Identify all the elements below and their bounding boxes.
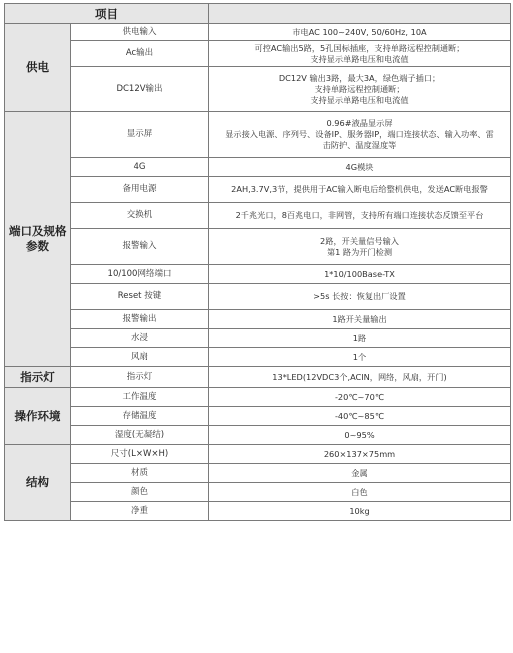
category-label: 操作环境 xyxy=(14,408,61,423)
category-cell xyxy=(5,388,71,445)
value-line: 1路 xyxy=(352,332,367,343)
category-label: 结构 xyxy=(26,475,49,489)
table-row xyxy=(5,502,511,521)
value-line: -40℃~85℃ xyxy=(334,410,385,421)
category-label: 参数 xyxy=(26,239,49,253)
value-line: 第1 路为开门检测 xyxy=(326,246,393,257)
item-value-cell xyxy=(209,348,511,367)
item-name-cell: 10/100网络端口 xyxy=(71,265,209,284)
item-name-cell: 颜色 xyxy=(71,483,209,502)
item-value-cell xyxy=(209,388,511,407)
header-value-column xyxy=(209,4,511,24)
item-name-cell: 材质 xyxy=(71,464,209,483)
item-value-cell xyxy=(209,407,511,426)
value-line: 2AH,3.7V,3节，提供用于AC输入断电后给整机供电，发送AC断电报警 xyxy=(231,184,488,194)
item-value-cell xyxy=(209,310,511,329)
category-label: 指示灯 xyxy=(20,369,55,384)
table-row xyxy=(5,407,511,426)
value-line: 10kg xyxy=(349,505,370,516)
item-name-cell: 存储温度 xyxy=(71,407,209,426)
table-row xyxy=(5,203,511,229)
table-row xyxy=(5,112,511,158)
table-row xyxy=(5,329,511,348)
item-value-cell xyxy=(209,158,511,177)
item-value-cell xyxy=(209,426,511,445)
value-line: 击防护、温度湿度等 xyxy=(322,140,397,150)
category-label: 端口及规格 xyxy=(9,224,67,238)
table-header-row xyxy=(5,4,511,24)
table-row xyxy=(5,158,511,177)
table-row xyxy=(5,265,511,284)
value-line: 2千兆光口，8百兆电口，非网管，支持所有端口连接状态反馈至平台 xyxy=(235,210,484,220)
header-item-label: 项目 xyxy=(5,4,209,24)
item-value-cell xyxy=(209,502,511,521)
item-name-cell: 备用电源 xyxy=(71,177,209,203)
spec-table-body xyxy=(5,24,511,521)
value-line: DC12V 输出3路，最大3A，绿色端子插口； xyxy=(278,72,441,83)
item-value-cell xyxy=(209,367,511,388)
value-line: 白色 xyxy=(351,486,368,497)
item-value-cell xyxy=(209,67,511,112)
value-line: 0~95% xyxy=(344,429,375,440)
table-row xyxy=(5,483,511,502)
item-value-cell xyxy=(209,41,511,67)
value-line: 支持单路远程控制通断； xyxy=(314,83,405,94)
item-name-cell: 显示屏 xyxy=(71,112,209,158)
table-row xyxy=(5,284,511,310)
table-row xyxy=(5,24,511,41)
value-line: 可控AC输出5路，5孔国标插座，支持单路远程控制通断； xyxy=(254,42,465,53)
value-line: 1路开关量输出 xyxy=(332,313,387,324)
value-line: >5s 长按：恢复出厂设置 xyxy=(313,291,406,301)
item-name-cell: 风扇 xyxy=(71,348,209,367)
value-line: 260×137×75mm xyxy=(323,448,396,459)
value-line: 1个 xyxy=(352,351,367,362)
value-line: 市电AC 100~240V, 50/60Hz, 10A xyxy=(292,26,427,37)
value-line: 0.96#液晶显示屏 xyxy=(326,118,393,128)
value-line: 13*LED(12VDC3个,ACIN，网络，风扇，开门) xyxy=(272,371,447,382)
value-line: 4G模块 xyxy=(345,161,374,172)
item-value-cell xyxy=(209,265,511,284)
category-cell xyxy=(5,445,71,521)
table-row xyxy=(5,310,511,329)
value-line: 2路，开关量信号输入 xyxy=(320,235,399,246)
item-name-cell: 湿度(无凝结) xyxy=(71,426,209,445)
item-name-cell: 尺寸(L×W×H) xyxy=(71,445,209,464)
table-row xyxy=(5,367,511,388)
item-name-cell: 报警输入 xyxy=(71,229,209,265)
category-cell xyxy=(5,112,71,367)
category-label: 供电 xyxy=(26,60,49,74)
table-row xyxy=(5,177,511,203)
item-value-cell xyxy=(209,24,511,41)
item-name-cell: Reset 按键 xyxy=(71,284,209,310)
item-name-cell: 净重 xyxy=(71,502,209,521)
table-row xyxy=(5,229,511,265)
value-line: 金属 xyxy=(351,467,368,478)
category-cell xyxy=(5,24,71,112)
table-row xyxy=(5,388,511,407)
item-name-cell: Ac输出 xyxy=(71,41,209,67)
item-value-cell xyxy=(209,203,511,229)
item-value-cell xyxy=(209,177,511,203)
table-row xyxy=(5,67,511,112)
item-name-cell: 报警输出 xyxy=(71,310,209,329)
value-line: 显示接入电源、序列号、设备IP、服务器IP，端口连接状态、输入功率、雷 xyxy=(225,129,494,139)
item-name-cell: 水浸 xyxy=(71,329,209,348)
item-name-cell: 交换机 xyxy=(71,203,209,229)
item-name-cell: 供电输入 xyxy=(71,24,209,41)
table-row xyxy=(5,348,511,367)
table-row xyxy=(5,426,511,445)
item-value-cell xyxy=(209,464,511,483)
item-value-cell xyxy=(209,112,511,158)
item-value-cell xyxy=(209,229,511,265)
item-name-cell: DC12V输出 xyxy=(71,67,209,112)
table-row xyxy=(5,41,511,67)
value-line: 1*10/100Base-TX xyxy=(324,268,395,279)
value-line: -20℃~70℃ xyxy=(334,391,385,402)
item-name-cell: 工作温度 xyxy=(71,388,209,407)
item-value-cell xyxy=(209,445,511,464)
item-value-cell xyxy=(209,329,511,348)
item-name-cell: 4G xyxy=(71,158,209,177)
value-line: 支持显示单路电压和电流值 xyxy=(310,94,409,105)
item-value-cell xyxy=(209,483,511,502)
value-line: 支持显示单路电压和电流值 xyxy=(310,53,409,64)
category-cell xyxy=(5,367,71,388)
item-value-cell xyxy=(209,284,511,310)
spec-table xyxy=(4,3,511,521)
item-name-cell: 指示灯 xyxy=(71,367,209,388)
table-row xyxy=(5,445,511,464)
table-row xyxy=(5,464,511,483)
